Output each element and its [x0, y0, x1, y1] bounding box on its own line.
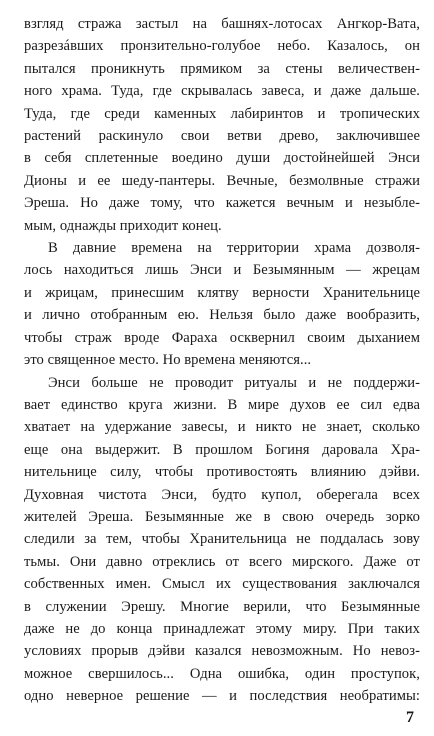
- page-body-text: [24, 13, 420, 708]
- text-line: вает единство круга жизни. В мире духов ее сил едва: [24, 396, 420, 413]
- text-line: это священное место. Но времена меняются...: [24, 352, 312, 369]
- text-line: разрезáвших пронзительно-голубое небо. Казалось, он: [24, 38, 420, 55]
- text-line: Духовная чистота Энси, будто купол, оберегала всех: [24, 486, 420, 503]
- text-line: мым, однажды приходит конец.: [24, 217, 222, 234]
- text-line: растений раскинуло свои ветви древо, заключившее: [24, 128, 420, 145]
- paragraph-1: [24, 13, 420, 237]
- text-line: жителей Эреша. Безымянные же в свою очередь зорко: [24, 508, 420, 525]
- text-line: следили за тем, чтобы Хранительница не поддалась зову: [24, 531, 420, 548]
- text-line: тьмы. Они давно отреклись от всего мирского. Даже от: [24, 553, 420, 570]
- text-line: В давние времена на территории храма дозволя-: [48, 240, 420, 257]
- text-line: в служении Эрешу. Многие верили, что Безымянные: [24, 598, 420, 615]
- text-line: можное свершилось... Одна ошибка, один проступок,: [24, 665, 420, 682]
- text-line: одно неверное решение — и последствия необратимы:: [24, 688, 420, 705]
- text-line: Эреша. Но даже тому, что кажется вечным и незыбле-: [24, 195, 420, 212]
- text-line: условиях прорыв дэйви казался невозможным. Но невоз-: [24, 643, 420, 660]
- text-line: нительнице силу, чтобы противостоять влиянию дэйви.: [24, 464, 420, 481]
- text-line: еще она выдержит. В прошлом Богиня даровала Хра-: [24, 441, 420, 458]
- text-line: Туда, где среди каменных лабиринтов и тропических: [24, 105, 420, 122]
- text-line: взгляд стража застыл на башнях-лотосах Ангкор-Вата,: [24, 16, 420, 32]
- text-line: даже не до конца принадлежат этому миру. При таких: [24, 620, 420, 637]
- text-line: в себя сплетенные воедино души достойнейшей Энси: [24, 150, 420, 167]
- text-line: лось находиться лишь Энси и Безымянным — жрецам: [24, 262, 420, 279]
- text-line: ного храма. Туда, где скрывалась завеса, и даже дальше.: [24, 83, 420, 100]
- text-line: Дионы и ее шеду-пантеры. Вечные, безмолвные стражи: [24, 172, 420, 189]
- text-line: и лично отобранным ею. Нельзя было даже вообразить,: [24, 307, 420, 324]
- text-line: Энси больше не проводит ритуалы и не поддержи-: [48, 374, 420, 391]
- paragraph-3: [24, 372, 420, 708]
- page-number: 7: [406, 709, 414, 726]
- text-line: хватает на удержание завесы, и никто не знает, сколько: [24, 419, 420, 436]
- text-line: чтобы страж вроде Фараха осквернил своим дыханием: [24, 329, 420, 346]
- text-line: пытался проникнуть прямиком за стены величествен-: [24, 60, 420, 77]
- paragraph-2: [24, 237, 420, 371]
- text-line: собственных имен. Смысл их существования заключался: [24, 576, 420, 593]
- text-line: и жрицам, принесшим клятву верности Хранительнице: [24, 284, 420, 301]
